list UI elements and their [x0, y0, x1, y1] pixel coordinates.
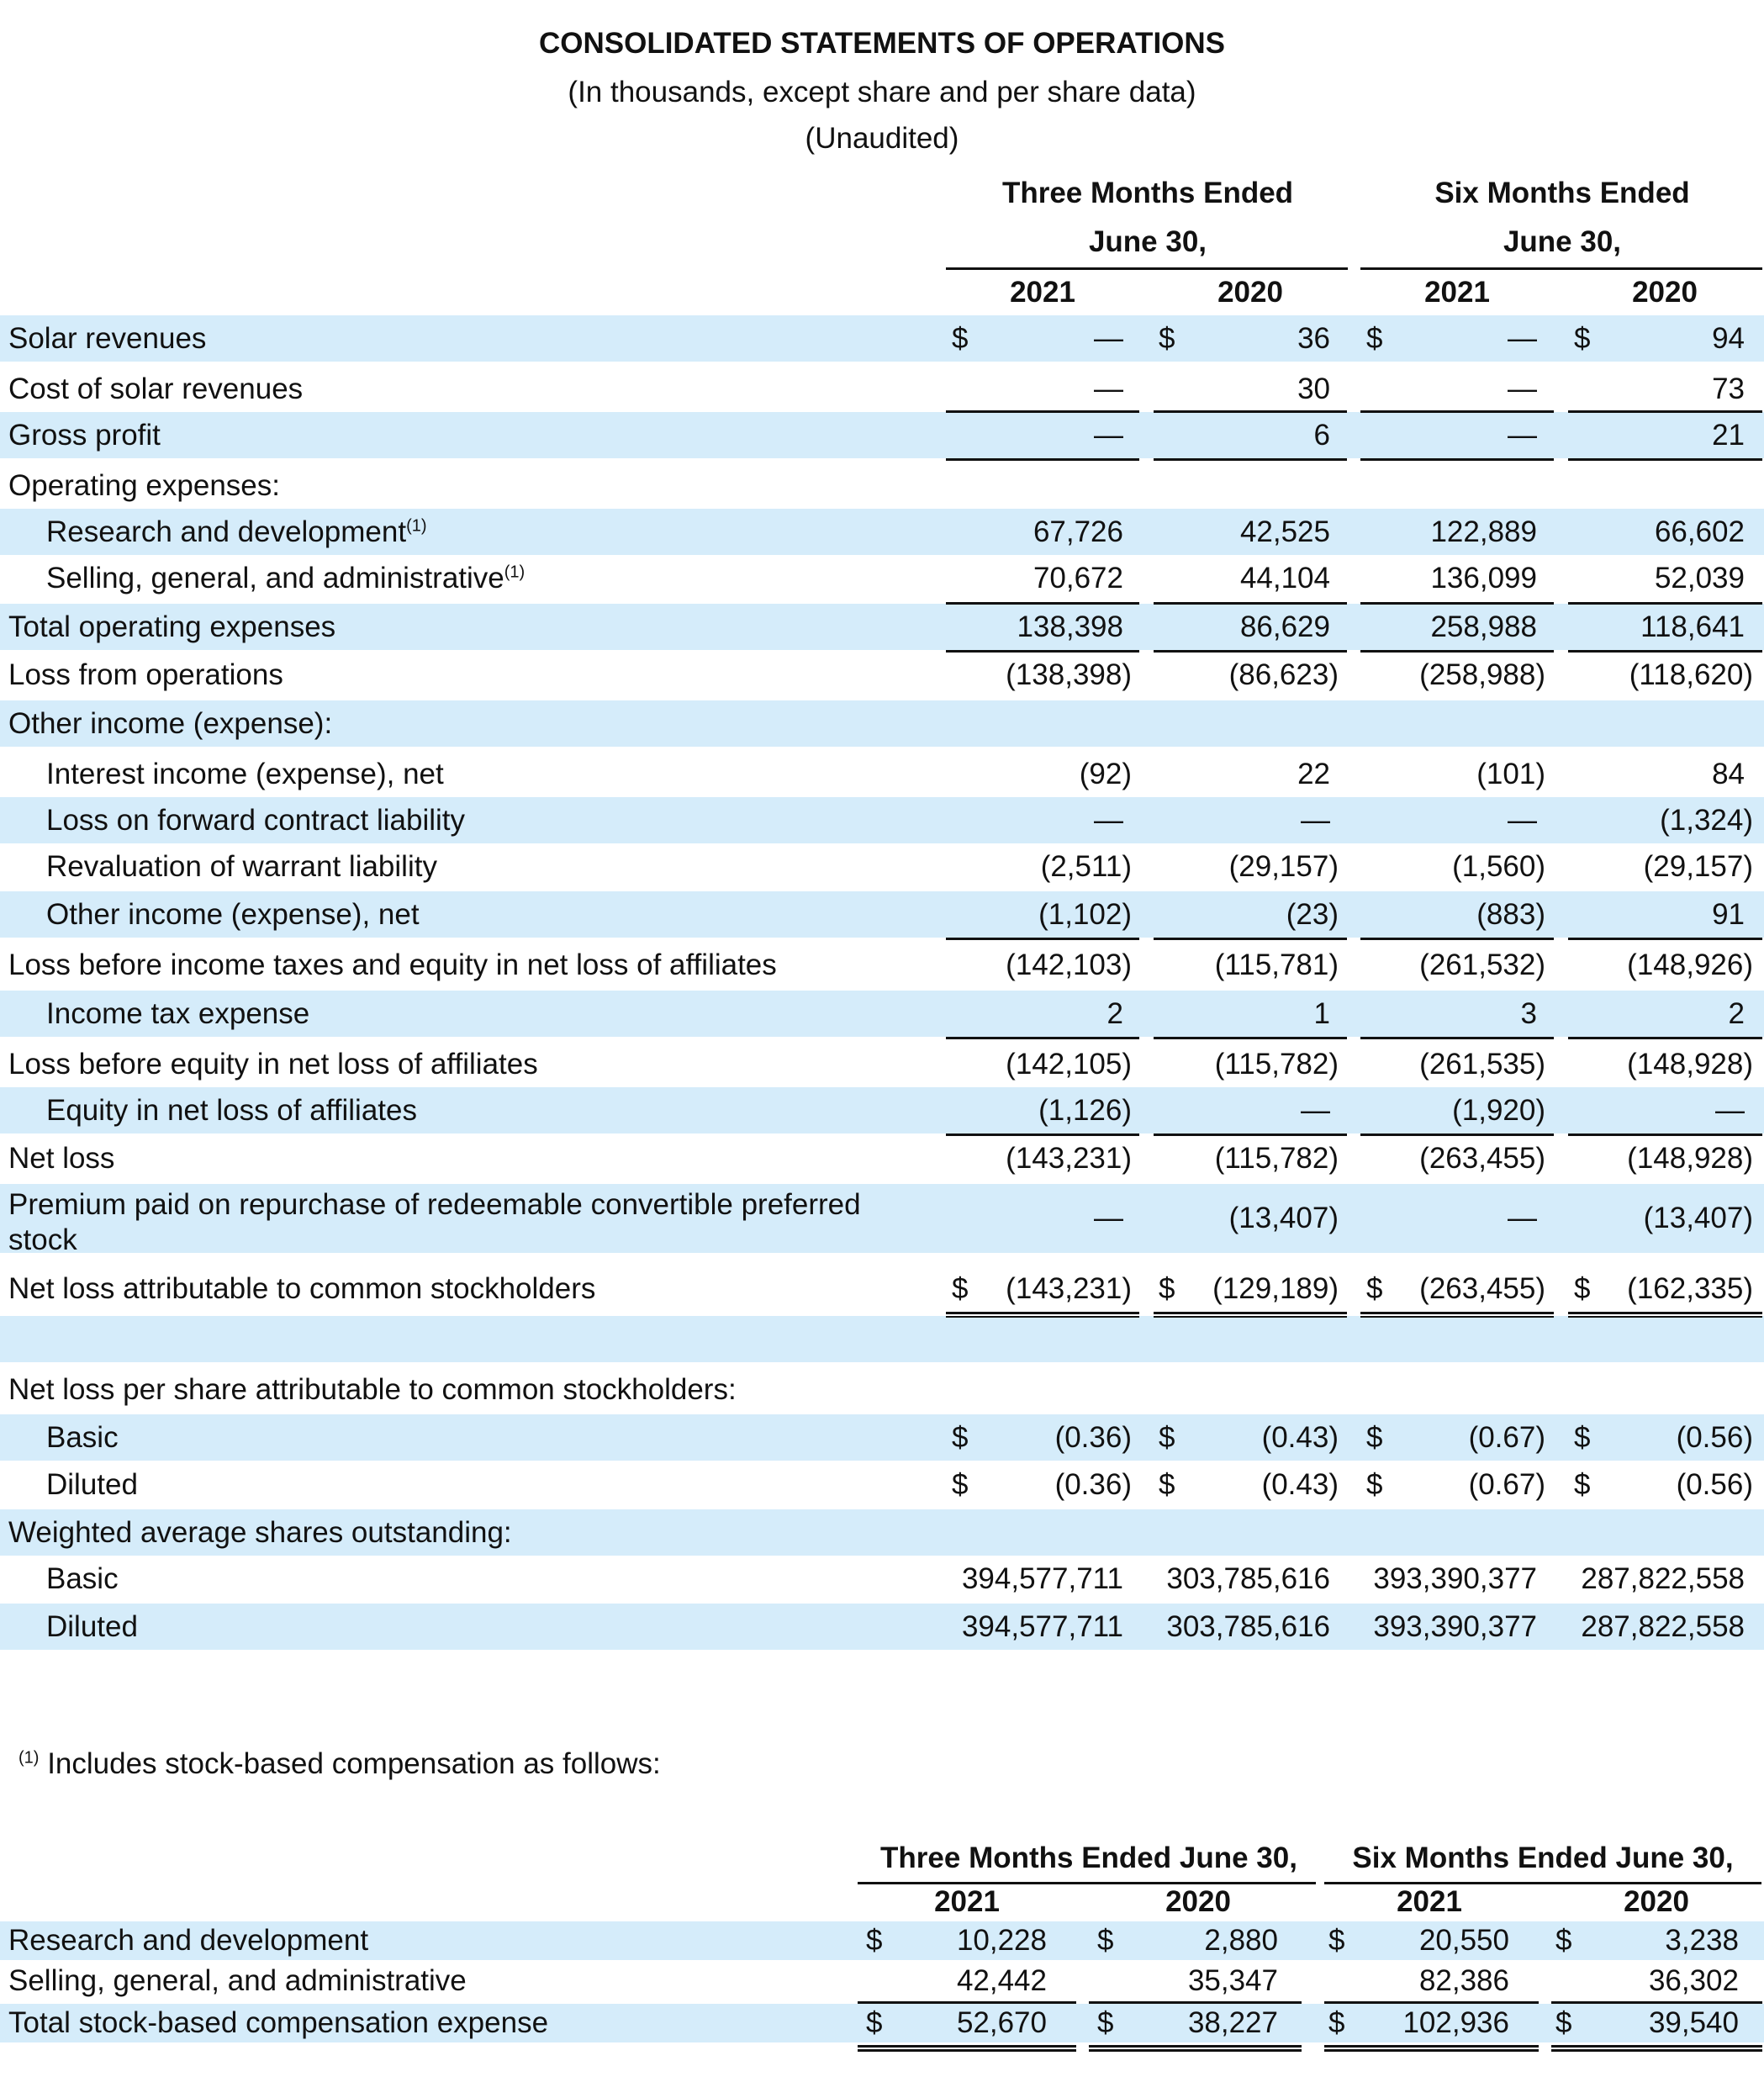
- cell-value: 22: [1297, 758, 1330, 790]
- cell-value: 21: [1712, 419, 1745, 452]
- statement-subtitle: (In thousands, except share and per share data): [568, 76, 1196, 108]
- cell-value: 118,641: [1640, 610, 1745, 643]
- cell-value: (258,988): [1419, 658, 1545, 691]
- cell-value: —: [1094, 373, 1123, 405]
- cell-value: 91: [1712, 898, 1745, 931]
- cell-value: (1,324): [1660, 804, 1753, 837]
- table-row: [0, 797, 1764, 843]
- single-rule: [946, 1037, 1139, 1039]
- cell-value: 287,822,558: [1581, 1610, 1745, 1643]
- single-rule: [946, 410, 1139, 413]
- six-months-period: June 30,: [1503, 225, 1622, 258]
- cell-value: (1,102): [1038, 898, 1132, 931]
- currency-symbol: $: [1574, 322, 1591, 355]
- year-col-2: 2020: [1217, 276, 1283, 309]
- row-label: Loss before income taxes and equity in net loss of affiliates: [8, 949, 777, 981]
- single-rule: [1360, 458, 1554, 461]
- cell-value: —: [1508, 373, 1537, 405]
- cell-value: (143,231): [1006, 1142, 1132, 1175]
- currency-symbol: $: [952, 322, 969, 355]
- table-row: [0, 412, 1764, 458]
- single-rule: [1154, 458, 1347, 461]
- row-label: Selling, general, and administrative$^{(1)}$: [46, 562, 526, 594]
- sbc-cell-value: 20,550: [1418, 1924, 1509, 1957]
- cell-value: (0.36): [1054, 1468, 1132, 1501]
- spacer-band: [0, 1318, 1764, 1360]
- cell-value: (1,126): [1038, 1094, 1132, 1127]
- single-rule: [1568, 410, 1762, 413]
- single-rule: [1154, 1133, 1347, 1136]
- cell-value: (142,105): [1006, 1048, 1132, 1081]
- single-rule: [1360, 1037, 1554, 1039]
- row-label: Basic: [46, 1421, 119, 1454]
- single-rule: [1154, 602, 1347, 605]
- sbc-cell-value: 42,442: [956, 1964, 1047, 1997]
- footnote-marker: (1): [18, 1748, 40, 1768]
- cell-value: —: [1715, 1094, 1745, 1127]
- single-rule: [1568, 458, 1762, 461]
- cell-value: 2: [1106, 997, 1123, 1030]
- sbc-cell-value: 39,540: [1648, 2006, 1739, 2039]
- single-rule: [858, 2001, 1076, 2004]
- sbc-row-label: Total stock-based compensation expense: [8, 2006, 549, 2039]
- currency-symbol: $: [1159, 1468, 1175, 1501]
- single-rule: [1324, 2001, 1539, 2004]
- table-row: [0, 1414, 1764, 1461]
- single-rule: [946, 938, 1139, 940]
- cell-value: —: [1508, 1202, 1537, 1234]
- table-row: [0, 652, 1764, 698]
- cell-value: (101): [1476, 758, 1545, 790]
- cell-value: (118,620): [1629, 658, 1753, 691]
- sbc-row-label: Research and development: [8, 1924, 369, 1957]
- single-rule: [1360, 938, 1554, 940]
- row-label: Net loss: [8, 1142, 115, 1175]
- cell-value: (0.43): [1261, 1468, 1339, 1501]
- header-rule-three: [946, 267, 1348, 270]
- table-row: [0, 1604, 1764, 1650]
- cell-value: (0.36): [1054, 1421, 1132, 1454]
- double-rule: [1324, 2045, 1539, 2052]
- sbc-cell-value: 10,228: [956, 1924, 1047, 1957]
- cell-value: 136,099: [1430, 562, 1537, 594]
- single-rule: [1360, 602, 1554, 605]
- cell-value: 52,039: [1654, 562, 1745, 594]
- cell-value: (261,532): [1419, 949, 1545, 981]
- cell-value: 67,726: [1033, 515, 1123, 548]
- cell-value: 30: [1297, 373, 1330, 405]
- sbc-cell-value: 2,880: [1204, 1924, 1278, 1957]
- row-label: Revaluation of warrant liability: [46, 850, 437, 883]
- year-col-1: 2021: [1010, 276, 1075, 309]
- single-rule: [1154, 938, 1347, 940]
- footnote-ref: (1): [406, 516, 427, 536]
- header-rule-six: [1360, 267, 1762, 270]
- currency-symbol: $: [952, 1468, 969, 1501]
- currency-symbol: $: [1574, 1272, 1591, 1305]
- cell-value: (23): [1286, 898, 1339, 931]
- sbc-year-2: 2020: [1165, 1885, 1231, 1918]
- row-label: Net loss per share attributable to common stockholders:: [8, 1373, 737, 1406]
- single-rule: [1568, 1133, 1762, 1136]
- double-rule: [1551, 2045, 1762, 2052]
- cell-value: (162,335): [1627, 1272, 1753, 1305]
- cell-value: —: [1094, 804, 1123, 837]
- single-rule: [1154, 650, 1347, 653]
- row-label: Loss before equity in net loss of affiliates: [8, 1048, 538, 1081]
- statement-title: CONSOLIDATED STATEMENTS OF OPERATIONS: [538, 27, 1226, 60]
- row-label: Weighted average shares outstanding:: [8, 1516, 512, 1549]
- cell-value: 6: [1313, 419, 1330, 452]
- cell-value: (92): [1079, 758, 1132, 790]
- currency-symbol: $: [1366, 1421, 1383, 1454]
- cell-value: —: [1301, 804, 1330, 837]
- table-row: [0, 1135, 1764, 1181]
- currency-symbol: $: [1366, 1272, 1383, 1305]
- cell-value: (86,623): [1228, 658, 1339, 691]
- sbc-three-months-header: Three Months Ended June 30,: [880, 1842, 1297, 1874]
- table-row: [0, 1461, 1764, 1508]
- cell-value: (1,560): [1452, 850, 1545, 883]
- single-rule: [1089, 2001, 1302, 2004]
- footnote: [18, 1747, 661, 1781]
- cell-value: (138,398): [1006, 658, 1132, 691]
- table-row: [0, 1087, 1764, 1133]
- cell-value: 44,104: [1239, 562, 1330, 594]
- cell-value: 138,398: [1017, 610, 1123, 643]
- currency-symbol: $: [1555, 2006, 1572, 2039]
- currency-symbol: $: [1159, 1421, 1175, 1454]
- double-rule: [858, 2045, 1076, 2052]
- single-rule: [1360, 650, 1554, 653]
- cell-value: 70,672: [1033, 562, 1123, 594]
- row-label: Operating expenses:: [8, 469, 280, 502]
- currency-symbol: $: [866, 1924, 883, 1957]
- row-label: Other income (expense), net: [46, 898, 420, 931]
- currency-symbol: $: [1159, 1272, 1175, 1305]
- footnote-text: Includes stock-based compensation as follows:: [47, 1747, 661, 1780]
- table-row: [0, 700, 1764, 747]
- single-rule: [1360, 410, 1554, 413]
- row-label: Basic: [46, 1562, 119, 1595]
- sbc-row-label: Selling, general, and administrative: [8, 1964, 467, 1997]
- table-row: [0, 1041, 1764, 1087]
- year-col-3: 2021: [1424, 276, 1490, 309]
- cell-value: (29,157): [1228, 850, 1339, 883]
- cell-value: (0.43): [1261, 1421, 1339, 1454]
- footnote-ref: (1): [504, 563, 526, 582]
- cell-value: 42,525: [1239, 515, 1330, 548]
- single-rule: [1568, 602, 1762, 605]
- table-row: [0, 891, 1764, 938]
- cell-value: 2: [1728, 997, 1745, 1030]
- sbc-cell-value: 35,347: [1187, 1964, 1278, 1997]
- currency-symbol: $: [1097, 2006, 1114, 2039]
- cell-value: (0.67): [1468, 1468, 1545, 1501]
- sbc-year-4: 2020: [1624, 1885, 1689, 1918]
- cell-value: 36: [1297, 322, 1330, 355]
- cell-value: 393,390,377: [1373, 1610, 1537, 1643]
- cell-value: 287,822,558: [1581, 1562, 1745, 1595]
- currency-symbol: $: [1366, 322, 1383, 355]
- row-label: Equity in net loss of affiliates: [46, 1094, 417, 1127]
- cell-value: 394,577,711: [961, 1610, 1123, 1643]
- row-label: Cost of solar revenues: [8, 373, 304, 405]
- single-rule: [1568, 650, 1762, 653]
- row-label: Income tax expense: [46, 997, 310, 1030]
- cell-value: (115,782): [1214, 1048, 1339, 1081]
- three-months-header: Three Months Ended: [1001, 177, 1294, 209]
- cell-value: (129,189): [1212, 1272, 1339, 1305]
- sbc-cell-value: 52,670: [956, 2006, 1047, 2039]
- currency-symbol: $: [1097, 1924, 1114, 1957]
- table-row: [0, 1556, 1764, 1602]
- sbc-rule-three: [858, 1882, 1316, 1884]
- currency-symbol: $: [1574, 1468, 1591, 1501]
- year-col-4: 2020: [1632, 276, 1698, 309]
- single-rule: [946, 650, 1139, 653]
- cell-value: 258,988: [1430, 610, 1537, 643]
- single-rule: [1154, 1037, 1347, 1039]
- cell-value: —: [1508, 804, 1537, 837]
- row-label: Loss on forward contract liability: [46, 804, 465, 837]
- sbc-table-row: [0, 2004, 1764, 2042]
- currency-symbol: $: [866, 2006, 883, 2039]
- sbc-year-1: 2021: [934, 1885, 1000, 1918]
- sbc-cell-value: 36,302: [1648, 1964, 1739, 1997]
- cell-value: (115,781): [1214, 949, 1339, 981]
- single-rule: [946, 458, 1139, 461]
- sbc-six-months-header: Six Months Ended June 30,: [1352, 1842, 1734, 1874]
- cell-value: (142,103): [1006, 949, 1132, 981]
- cell-value: 94: [1712, 322, 1745, 355]
- currency-symbol: $: [1366, 1468, 1383, 1501]
- cell-value: (263,455): [1419, 1272, 1545, 1305]
- row-label: Total operating expenses: [8, 610, 336, 643]
- currency-symbol: $: [952, 1421, 969, 1454]
- table-row: [0, 315, 1764, 362]
- cell-value: —: [1301, 1094, 1330, 1127]
- single-rule: [1568, 938, 1762, 940]
- three-months-period: June 30,: [1088, 225, 1207, 258]
- table-row: [0, 1509, 1764, 1556]
- table-row: [0, 1184, 1764, 1256]
- sbc-rule-six: [1324, 1882, 1761, 1884]
- sbc-cell-value: 102,936: [1402, 2006, 1509, 2039]
- table-row: [0, 843, 1764, 890]
- currency-symbol: $: [1159, 322, 1175, 355]
- sbc-cell-value: 3,238: [1665, 1924, 1739, 1957]
- cell-value: —: [1094, 322, 1123, 355]
- sbc-cell-value: 38,227: [1187, 2006, 1278, 2039]
- cell-value: 1: [1313, 997, 1330, 1030]
- table-row: [0, 509, 1764, 555]
- sbc-table-row: [0, 1962, 1764, 2000]
- cell-value: (148,928): [1627, 1048, 1753, 1081]
- cell-value: (261,535): [1419, 1048, 1545, 1081]
- table-row: [0, 462, 1764, 509]
- table-row: [0, 604, 1764, 650]
- single-rule: [946, 1133, 1139, 1136]
- row-label: Net loss attributable to common stockholders: [8, 1272, 596, 1305]
- cell-value: —: [1094, 1202, 1123, 1234]
- double-rule: [1089, 2045, 1302, 2052]
- currency-symbol: $: [1328, 2006, 1345, 2039]
- cell-value: 84: [1712, 758, 1745, 790]
- cell-value: 303,785,616: [1166, 1562, 1330, 1595]
- row-label: Premium paid on repurchase of redeemable convertible preferred stock: [8, 1188, 861, 1256]
- row-label: Other income (expense):: [8, 707, 333, 740]
- table-row: [0, 1366, 1764, 1413]
- cell-value: —: [1094, 419, 1123, 452]
- cell-value: 122,889: [1430, 515, 1537, 548]
- cell-value: —: [1508, 419, 1537, 452]
- single-rule: [1568, 1037, 1762, 1039]
- cell-value: 86,629: [1239, 610, 1330, 643]
- row-label: Solar revenues: [8, 322, 207, 355]
- row-label: Interest income (expense), net: [46, 758, 444, 790]
- table-row: [0, 555, 1764, 601]
- cell-value: 73: [1712, 373, 1745, 405]
- cell-value: (143,231): [1006, 1272, 1132, 1305]
- cell-value: (148,926): [1627, 949, 1753, 981]
- single-rule: [1551, 2001, 1762, 2004]
- cell-value: (1,920): [1452, 1094, 1545, 1127]
- cell-value: (13,407): [1643, 1202, 1753, 1234]
- unaudited-label: (Unaudited): [805, 122, 959, 155]
- row-label: Research and development$^{(1)}$: [46, 515, 427, 548]
- row-label: Loss from operations: [8, 658, 283, 691]
- currency-symbol: $: [952, 1272, 969, 1305]
- cell-value: —: [1508, 322, 1537, 355]
- row-label: Diluted: [46, 1468, 138, 1501]
- cell-value: (115,782): [1214, 1142, 1339, 1175]
- table-row: [0, 751, 1764, 797]
- cell-value: 66,602: [1654, 515, 1745, 548]
- cell-value: (13,407): [1228, 1202, 1339, 1234]
- cell-value: (0.67): [1468, 1421, 1545, 1454]
- single-rule: [946, 602, 1139, 605]
- sbc-year-3: 2021: [1397, 1885, 1462, 1918]
- six-months-header: Six Months Ended: [1434, 177, 1690, 209]
- cell-value: (29,157): [1643, 850, 1753, 883]
- cell-value: 3: [1520, 997, 1537, 1030]
- cell-value: (883): [1476, 898, 1545, 931]
- currency-symbol: $: [1555, 1924, 1572, 1957]
- cell-value: (0.56): [1676, 1468, 1753, 1501]
- row-label: Diluted: [46, 1610, 138, 1643]
- cell-value: 394,577,711: [961, 1562, 1123, 1595]
- table-row: [0, 366, 1764, 412]
- cell-value: 393,390,377: [1373, 1562, 1537, 1595]
- table-row: [0, 991, 1764, 1037]
- cell-value: (148,928): [1627, 1142, 1753, 1175]
- table-row: [0, 1266, 1764, 1312]
- cell-value: 303,785,616: [1166, 1610, 1330, 1643]
- cell-value: (2,511): [1040, 850, 1132, 883]
- single-rule: [1360, 1133, 1554, 1136]
- table-row: [0, 942, 1764, 988]
- currency-symbol: $: [1574, 1421, 1591, 1454]
- cell-value: (0.56): [1676, 1421, 1753, 1454]
- single-rule: [1154, 410, 1347, 413]
- cell-value: (263,455): [1419, 1142, 1545, 1175]
- row-label: Gross profit: [8, 419, 161, 452]
- sbc-cell-value: 82,386: [1418, 1964, 1509, 1997]
- currency-symbol: $: [1328, 1924, 1345, 1957]
- sbc-table-row: [0, 1921, 1764, 1960]
